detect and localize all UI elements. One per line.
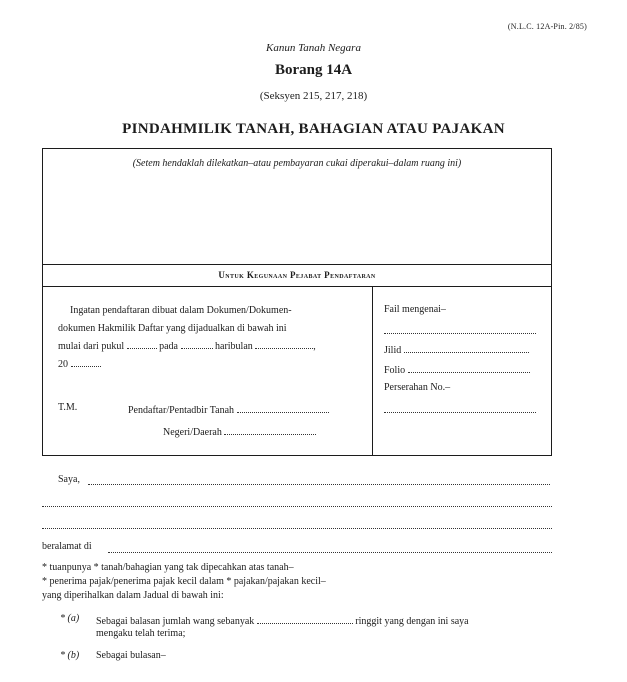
folio-field[interactable] xyxy=(408,362,530,373)
column-divider xyxy=(372,286,373,456)
saya-label: Saya, xyxy=(58,474,80,485)
office-use-heading: Untuk Kegunaan Pejabat Pendaftaran xyxy=(218,270,376,280)
year-field[interactable] xyxy=(71,356,101,367)
registration-text xyxy=(58,302,363,374)
form-reference: (N.L.C. 12A-Pin. 2/85) xyxy=(507,22,587,31)
date-label: pada xyxy=(159,341,178,352)
name-field[interactable] xyxy=(88,484,550,485)
consideration-suffix: ringgit yang dengan ini saya xyxy=(355,616,469,627)
month-field[interactable] xyxy=(255,338,313,349)
state-line xyxy=(163,424,316,438)
folio-label: Folio xyxy=(384,365,406,376)
month-label: haribulan xyxy=(215,341,253,352)
divider xyxy=(42,264,552,265)
stamp-note: (Setem hendaklah dilekatkan–atau pembayaran cukai diperakui–dalam ruang ini) xyxy=(132,158,462,169)
folio-line xyxy=(384,362,530,376)
file-label: Fail mengenai– xyxy=(384,304,446,315)
address-field[interactable] xyxy=(108,552,552,553)
registrar-signature-field[interactable] xyxy=(237,402,329,413)
presentation-field[interactable] xyxy=(384,412,536,413)
name-field-line2[interactable] xyxy=(42,506,552,507)
lessee-line: * penerima pajak/penerima pajak kecil dalam * pajakan/pajakan kecil– xyxy=(42,576,326,587)
state-field[interactable] xyxy=(224,424,316,435)
tm-label: T.M. xyxy=(58,402,78,413)
volume-field[interactable] xyxy=(404,342,529,353)
consideration-label: Sebagai balasan jumlah wang sebanyak xyxy=(96,616,255,627)
registrar-label: Pendaftar/Pentadbir Tanah xyxy=(128,405,235,416)
time-field[interactable] xyxy=(127,338,157,349)
item-b-text: Sebagai bulasan– xyxy=(96,650,166,661)
name-field-line3[interactable] xyxy=(42,528,552,529)
state-label: Negeri/Daerah xyxy=(163,427,222,438)
registrar-line xyxy=(128,402,329,416)
owner-line: * tuanpunya * tanah/bahagian yang tak dipecahkan atas tanah– xyxy=(42,562,294,573)
act-name: Kanun Tanah Negara xyxy=(266,42,361,54)
registration-line xyxy=(58,356,363,374)
presentation-label: Perserahan No.– xyxy=(384,382,451,393)
volume-line xyxy=(384,342,529,356)
form-number: Borang 14A xyxy=(274,62,353,78)
registration-line: mulai dari pukul pada haribulan , xyxy=(58,338,363,356)
address-label: beralamat di xyxy=(42,541,92,552)
year-label: 20 xyxy=(58,359,68,370)
form-sections: (Seksyen 215, 217, 218) xyxy=(259,90,368,102)
item-a-text xyxy=(96,613,556,627)
page-title: PINDAHMILIK TANAH, BAHAGIAN ATAU PAJAKAN xyxy=(122,121,505,137)
item-a-continuation: mengaku telah terima; xyxy=(96,628,186,639)
volume-label: Jilid xyxy=(384,345,402,356)
divider xyxy=(42,286,552,287)
item-b-mark: * (b) xyxy=(60,650,80,661)
registration-line: Ingatan pendaftaran dibuat dalam Dokumen/Dokumen- xyxy=(70,305,292,316)
schedule-line: yang diperihalkan dalam Jadual di bawah ini: xyxy=(42,590,224,601)
item-a-mark: * (a) xyxy=(60,613,80,624)
amount-field[interactable] xyxy=(257,613,353,624)
time-label: mulai dari pukul xyxy=(58,341,125,352)
file-field[interactable] xyxy=(384,333,536,334)
registration-line: dokumen Hakmilik Daftar yang dijadualkan di bawah ini xyxy=(58,323,287,334)
day-field[interactable] xyxy=(181,338,213,349)
